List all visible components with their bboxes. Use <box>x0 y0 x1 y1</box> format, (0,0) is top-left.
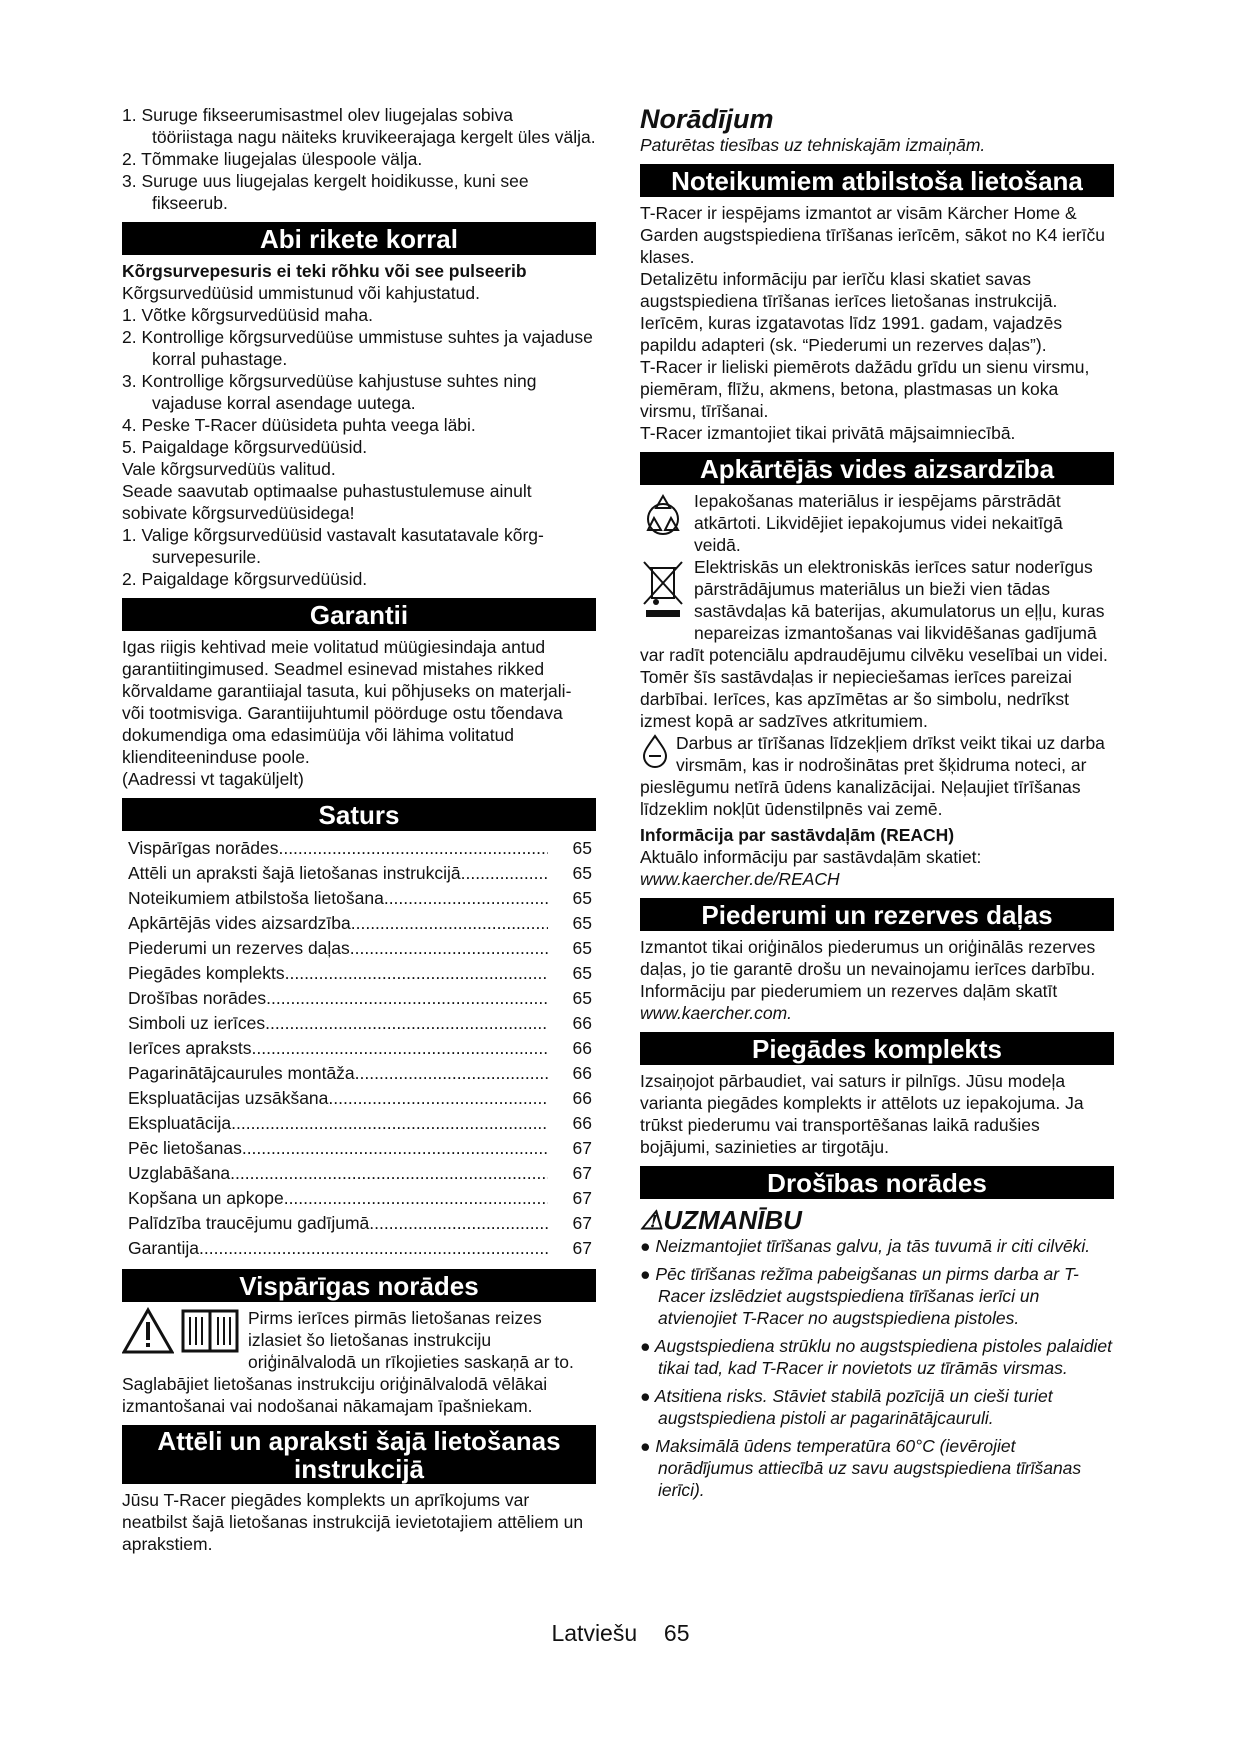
paragraph: Detalizētu informāciju par ierīču klasi skatiet savas augstspiediena tīrīšanas ierīces lietošanas instrukcijā. <box>640 269 1058 311</box>
section-heading-piederumi: Piederumi un rezerves daļas <box>640 898 1114 931</box>
subheading: Kõrgsurvepesuris ei teki rõhku või see pulseerib <box>122 261 527 281</box>
paragraph: Elektriskās un elektroniskās ierīces satur noderīgus pārstrādājumus materiālus un bieži vien tādas sastāvdaļas kā baterijas, akumulatorus un eļļu, kuras nepareizas izmantošanas vai likvidēšanas gadījumā var radīt potenciālu apdraudējumu cilvēku veselībai un videi. Tomēr šīs sastāvdaļas ir nepieciešamas ierīces pareizai darbībai. Ierīces, kas apzīmētas ar šo simbolu, nedrīkst izmest kopā ar sadzīves atkritumiem. <box>640 557 1108 731</box>
paragraph: Pirms ierīces pirmās lietošanas reizes izlasiet šo lietošanas instrukciju oriģinālvalodā un rīkojieties saskaņā ar to. Saglabājiet lietošanas instrukciju oriģinālvalodā vēlākai izmantošanai vai nodošanai nākamajam īpašniekam. <box>122 1308 574 1416</box>
toc-row[interactable] <box>122 1136 596 1161</box>
toc-page: 66 <box>572 1088 592 1108</box>
paragraph: Izsaiņojot pārbaudiet, vai saturs ir pilnīgs. Jūsu modeļa varianta piegādes komplekts ir attēlots uz iepakojuma. Ja trūkst piederumu vai transportēšanas laikā radušies bojājumi, sazinieties ar tirgotāju. <box>640 1071 1084 1157</box>
note-heading: Norādījum <box>640 104 774 134</box>
paragraph: Igas riigis kehtivad meie volitatud müügiesindaja antud garantiitingimused. Seadmel esinevad mistahes rikked kõrvaldame garantiiajal tasuta, kui põhjuseks on materjali- või tootmisviga. Garantiijuhtumil pöörduge ostu tõendava dokumendiga oma edasimüüja või lähima volitatud klienditeeninduse poole. <box>122 637 572 767</box>
toc-row[interactable] <box>122 936 596 961</box>
list-item: ● Pēc tīrīšanas režīma pabeigšanas un pirms darba ar T-Racer izslēdziet augstspiediena tīrīšanas ierīci un atvienojiet T-Racer no augstspiediena pistoles. <box>640 1264 1079 1328</box>
right-column <box>640 104 1114 1507</box>
toc-leader <box>351 911 548 936</box>
toc-leader <box>278 836 548 861</box>
toc-page: 66 <box>572 1013 592 1033</box>
toc-page: 65 <box>572 913 592 933</box>
toc-leader <box>242 1136 548 1161</box>
step: 2. Paigaldage kõrgsurvedüüsid. <box>122 569 368 589</box>
toc-row[interactable] <box>122 911 596 936</box>
toc-leader <box>265 1011 548 1036</box>
toc-title: Attēli un apraksti šajā lietošanas instrukcijā <box>128 863 461 883</box>
toc-leader <box>328 1086 548 1111</box>
general-notes-block <box>122 1307 596 1417</box>
toc-page: 65 <box>572 863 592 883</box>
toc-row[interactable] <box>122 961 596 986</box>
section-heading-saturs: Saturs <box>122 798 596 831</box>
toc-leader <box>266 986 548 1011</box>
paragraph: Seade saavutab optimaalse puhastustulemuse ainult sobivate kõrgsurvedüüsidega! <box>122 481 532 523</box>
toc-leader <box>284 1186 548 1211</box>
toc-title: Pēc lietošanas <box>128 1138 242 1158</box>
toc-title: Garantija <box>128 1238 200 1258</box>
note-subtitle: Paturētas tiesības uz tehniskajām izmaiņām. <box>640 135 986 155</box>
toc-title: Kopšana un apkope <box>128 1188 284 1208</box>
section-heading-piegades: Piegādes komplekts <box>640 1032 1114 1065</box>
step: 4. Peske T-Racer düüsideta puhta veega läbi. <box>122 415 476 435</box>
paragraph: (Aadressi vt tagaküljelt) <box>122 769 304 789</box>
reach-link[interactable]: www.kaercher.de/REACH <box>640 869 840 889</box>
accessories-text: Informāciju par piederumiem un rezerves daļām skatīt <box>640 981 1058 1001</box>
toc-title: Pagarinātājcaurules montāža <box>128 1063 355 1083</box>
toc-row[interactable] <box>122 1036 596 1061</box>
paragraph: Iepakošanas materiālus ir iespējams pārstrādāt atkārtoti. Likvidējiet iepakojumus videi nekaitīgā veidā. <box>694 491 1063 555</box>
warning-label: UZMANĪBU <box>663 1205 802 1235</box>
list-item: ● Atsitiena risks. Stāviet stabilā pozīcijā un cieši turiet augstspiediena pistoli ar pagarinātājcauruli. <box>640 1386 1053 1428</box>
step: 1. Suruge fikseerumisastmel olev liugejalas sobiva tööriistaga nagu näiteks kruvikeerajaga kergelt üles välja. <box>122 105 596 147</box>
toc-row[interactable] <box>122 986 596 1011</box>
recycle-icon <box>640 492 686 541</box>
toc-title: Palīdzība traucējumu gadījumā <box>128 1213 370 1233</box>
toc-page: 66 <box>572 1063 592 1083</box>
paragraph: T-Racer izmantojiet tikai privātā mājsaimniecībā. <box>640 423 1016 443</box>
section-heading-garantii: Garantii <box>122 598 596 631</box>
toc-title: Drošības norādes <box>128 988 267 1008</box>
page-footer <box>0 1622 1241 1644</box>
paragraph: Kõrgsurvedüüsid ummistunud või kahjustatud. <box>122 283 480 303</box>
toc-row[interactable] <box>122 1211 596 1236</box>
toc-page: 67 <box>572 1163 592 1183</box>
toc-leader <box>461 861 548 886</box>
toc-page: 66 <box>572 1113 592 1133</box>
toc-leader <box>369 1211 548 1236</box>
toc-title: Ekspluatācija <box>128 1113 232 1133</box>
list-item: ● Neizmantojiet tīrīšanas galvu, ja tās tuvumā ir citi cilvēki. <box>640 1236 1091 1256</box>
detergent-block <box>640 732 1114 820</box>
warning-heading <box>640 1205 1114 1235</box>
kaercher-link[interactable]: www.kaercher.com. <box>640 1003 793 1023</box>
paragraph: Vale kõrgsurvedüüs valitud. <box>122 459 336 479</box>
crossed-bin-icon <box>640 558 686 625</box>
toc-leader <box>199 1236 548 1261</box>
toc-leader <box>384 886 548 911</box>
toc-row[interactable] <box>122 1161 596 1186</box>
toc-leader <box>231 1111 548 1136</box>
list-item: ● Maksimālā ūdens temperatūra 60°C (ievērojiet norādījumus attiecībā uz savu augstspiediena tīrīšanas ierīci). <box>640 1436 1082 1500</box>
water-drop-icon <box>640 734 670 773</box>
toc-row[interactable] <box>122 1061 596 1086</box>
step: 2. Kontrollige kõrgsurvedüüse ummistuse suhtes ja vajaduse korral puhastage. <box>122 327 593 369</box>
toc-leader <box>350 936 548 961</box>
section-heading-drosibas: Drošības norādes <box>640 1166 1114 1199</box>
toc-row[interactable] <box>122 861 596 886</box>
step: 1. Võtke kõrgsurvedüüsid maha. <box>122 305 373 325</box>
toc-page: 65 <box>572 838 592 858</box>
toc-row[interactable] <box>122 1111 596 1136</box>
toc-page: 67 <box>572 1213 592 1233</box>
toc-title: Piegādes komplekts <box>128 963 285 983</box>
step: 3. Suruge uus liugejalas kergelt hoidikusse, kuni see fikseerub. <box>122 171 529 213</box>
paragraph: Izmantot tikai oriģinālos piederumus un oriģinālās rezerves daļas, jo tie garantē drošu un nevainojamu ierīces darbību. <box>640 937 1096 979</box>
left-column <box>122 104 596 1555</box>
toc-title: Simboli uz ierīces <box>128 1013 266 1033</box>
warning-triangle-icon: ⚠ <box>640 1205 664 1235</box>
section-heading-apkartejas: Apkārtējās vides aizsardzība <box>640 452 1114 485</box>
toc-row[interactable] <box>122 1186 596 1211</box>
list-item: ● Augstspiediena strūklu no augstspiediena pistoles palaidiet tikai tad, kad T-Racer ir novietots uz tīrāmās virsmas. <box>640 1336 1113 1378</box>
step: 5. Paigaldage kõrgsurvedüüsid. <box>122 437 368 457</box>
paragraph <box>640 846 1114 890</box>
toc-row[interactable] <box>122 1086 596 1111</box>
toc-leader <box>230 1161 548 1186</box>
read-manual-icon <box>180 1307 240 1360</box>
step: 1. Valige kõrgsurvedüüsid vastavalt kasutatavale kõrg-survepesurile. <box>122 525 544 567</box>
table-of-contents <box>122 836 596 1261</box>
weee-block <box>640 556 1114 732</box>
toc-page: 67 <box>572 1238 592 1258</box>
toc-title: Apkārtējās vides aizsardzība <box>128 913 351 933</box>
toc-page: 66 <box>572 1038 592 1058</box>
paragraph: Darbus ar tīrīšanas līdzekļiem drīkst veikt tikai uz darba virsmām, kas ir nodrošinātas pret šķidruma noteci, ar pieslēgumu netīrā ūdens kanalizācijai. Neļaujiet tīrīšanas līdzeklim nokļūt ūdenstilpnēs vai zemē. <box>640 733 1105 819</box>
toc-title: Noteikumiem atbilstoša lietošana <box>128 888 384 908</box>
section-heading-noteikumiem: Noteikumiem atbilstoša lietošana <box>640 164 1114 197</box>
toc-title: Uzglabāšana <box>128 1163 231 1183</box>
toc-leader <box>252 1036 548 1061</box>
toc-page: 65 <box>572 938 592 958</box>
toc-row[interactable] <box>122 886 596 911</box>
subheading: Informācija par sastāvdaļām (REACH) <box>640 825 955 845</box>
toc-leader <box>355 1061 548 1086</box>
toc-title: Vispārīgas norādes <box>128 838 279 858</box>
footer-language: Latviešu <box>551 1620 638 1646</box>
toc-row[interactable] <box>122 1236 596 1261</box>
warning-triangle-icon <box>122 1307 174 1360</box>
toc-page: 65 <box>572 988 592 1008</box>
paragraph: T-Racer ir lieliski piemērots dažādu grīdu un sienu virsmu, piemēram, flīžu, akmens, betona, plastmasas un koka virsmu, tīrīšanai. <box>640 357 1090 421</box>
toc-leader <box>285 961 548 986</box>
section-heading-atteli: Attēli un apraksti šajā lietošanas instrukcijā <box>122 1425 596 1484</box>
toc-row[interactable] <box>122 1011 596 1036</box>
toc-title: Ierīces apraksts <box>128 1038 252 1058</box>
toc-page: 65 <box>572 963 592 983</box>
icon-group <box>122 1307 240 1360</box>
paragraph: T-Racer ir iespējams izmantot ar visām Kärcher Home & Garden augstspiediena tīrīšanas ierīcēm, sākot no K4 ierīču klases. <box>640 203 1105 267</box>
reach-text: Aktuālo informāciju par sastāvdaļām skatiet: <box>640 847 982 867</box>
paragraph <box>640 980 1114 1024</box>
toc-row[interactable] <box>122 836 596 861</box>
section-heading-visparigas: Vispārīgas norādes <box>122 1269 596 1302</box>
toc-page: 65 <box>572 888 592 908</box>
step: 2. Tõmmake liugejalas ülespoole välja. <box>122 149 423 169</box>
page-number: 65 <box>663 1620 690 1646</box>
paragraph: Jūsu T-Racer piegādes komplekts un aprīkojums var neatbilst šajā lietošanas instrukcijā ievietotajiem attēliem un aprakstiem. <box>122 1490 584 1554</box>
paragraph: Ierīcēm, kuras izgatavotas līdz 1991. gadam, vajadzēs papildu adapteri (sk. “Piederumi un rezerves daļas”). <box>640 313 1063 355</box>
section-heading-abi: Abi rikete korral <box>122 222 596 255</box>
toc-page: 67 <box>572 1188 592 1208</box>
recycle-block <box>640 490 1114 556</box>
step: 3. Kontrollige kõrgsurvedüüse kahjustuse suhtes ning vajaduse korral asendage uutega. <box>122 371 537 413</box>
toc-title: Ekspluatācijas uzsākšana <box>128 1088 329 1108</box>
toc-title: Piederumi un rezerves daļas <box>128 938 350 958</box>
toc-page: 67 <box>572 1138 592 1158</box>
